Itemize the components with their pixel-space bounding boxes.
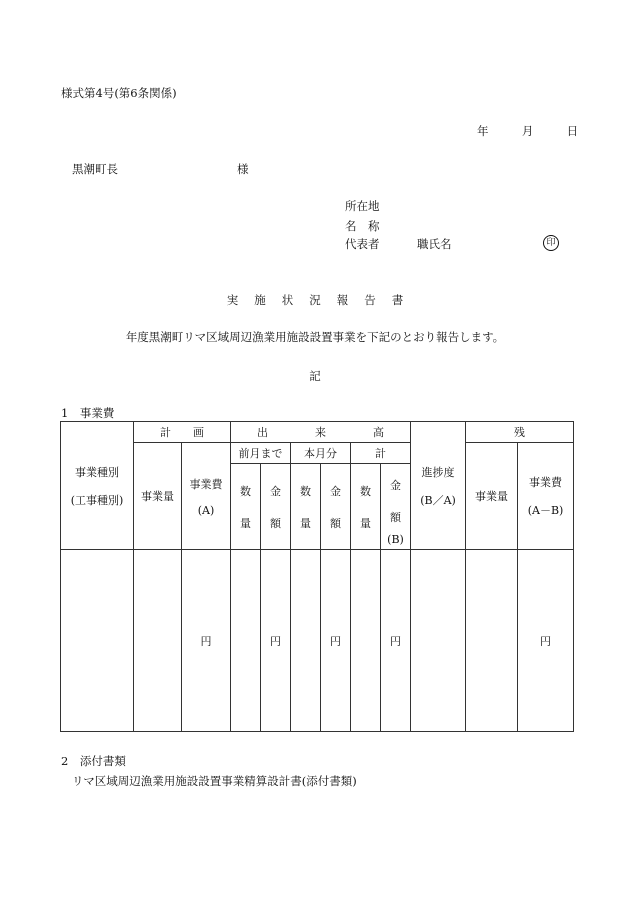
month-qty-cell	[291, 550, 321, 732]
remaining-header: 残	[466, 422, 574, 443]
cost-table	[60, 421, 574, 732]
kin-label: 金	[330, 484, 341, 498]
title-char: 実	[226, 293, 239, 307]
ryo-label: 量	[360, 516, 371, 530]
su-label: 数	[240, 484, 251, 498]
progress-label: 進捗度	[421, 465, 455, 479]
su-label: 数	[300, 484, 311, 498]
title-char: 状	[281, 293, 294, 307]
progress-cell	[411, 550, 466, 732]
plan-qty-cell	[134, 550, 182, 732]
remaining-cost-header	[518, 443, 574, 550]
date-month: 月	[521, 124, 534, 138]
plan-header: 計 画	[134, 422, 231, 443]
addressee: 黒潮町長	[72, 162, 118, 176]
result-header	[231, 422, 411, 443]
last-qty-cell	[231, 550, 261, 732]
ryo-label: 量	[240, 516, 251, 530]
total-amount-header	[381, 464, 411, 550]
remaining-cost-label: 事業費	[529, 476, 563, 490]
kin-label: 金	[270, 484, 281, 498]
intro-text: 年度黒潮町リマ区域周辺漁業用施設設置事業を下記のとおり報告します。	[125, 330, 505, 344]
b-label: (B)	[387, 533, 404, 547]
address-label: 所在地	[345, 199, 380, 213]
representative-title: 職氏名	[417, 237, 452, 251]
total-qty-header	[351, 464, 381, 550]
section-2-heading: 2 添付書類	[61, 754, 126, 768]
title-char: 施	[254, 293, 266, 307]
total-header: 計	[351, 443, 411, 464]
form-number: 様式第4号(第6条関係)	[61, 86, 177, 100]
result-char: 高	[373, 426, 385, 440]
to-last-month-header: 前月まで	[231, 443, 291, 464]
ki-label: 記	[309, 369, 321, 383]
document-title	[0, 292, 630, 308]
this-month-header: 本月分	[291, 443, 351, 464]
plan-qty-header: 事業量	[134, 443, 182, 550]
remaining-cost-cell: 円	[518, 550, 574, 732]
gaku-label: 額	[330, 516, 341, 530]
last-amount-cell: 円	[261, 550, 291, 732]
date-line	[477, 123, 578, 139]
last-amount-header	[261, 464, 291, 550]
col-type-header	[61, 422, 134, 550]
title-char: 告	[364, 293, 376, 307]
name-label: 名 称	[345, 219, 380, 233]
progress-header	[411, 422, 466, 550]
col-type-sub-label: (工事種別)	[70, 493, 124, 507]
col-type-label: 事業種別	[75, 465, 119, 479]
plan-cost-a-label: (A)	[197, 503, 215, 517]
gaku-label: 額	[270, 516, 281, 530]
progress-ratio-label: (B／A)	[420, 493, 456, 507]
section-1-heading: 1 事業費	[61, 406, 115, 420]
title-char: 報	[336, 293, 349, 307]
plan-cost-cell: 円	[182, 550, 231, 732]
total-amount-cell: 円	[381, 550, 411, 732]
date-day: 日	[566, 124, 579, 138]
remaining-qty-cell	[466, 550, 518, 732]
plan-cost-header	[182, 443, 231, 550]
ryo-label: 量	[300, 516, 311, 530]
title-char: 書	[391, 293, 404, 307]
title-char: 況	[309, 293, 321, 307]
su-label: 数	[360, 484, 371, 498]
gaku-label: 額	[390, 511, 402, 525]
result-char: 来	[315, 426, 327, 440]
total-qty-cell	[351, 550, 381, 732]
remaining-qty-header: 事業量	[466, 443, 518, 550]
last-qty-header	[231, 464, 261, 550]
seal-mark: 印	[543, 235, 559, 251]
month-amount-cell: 円	[321, 550, 351, 732]
addressee-suffix: 様	[237, 162, 249, 176]
type-cell	[61, 550, 134, 732]
kin-label: 金	[390, 479, 402, 493]
representative-label: 代表者	[345, 237, 380, 251]
date-year: 年	[477, 124, 489, 138]
plan-cost-label: 事業費	[189, 477, 223, 491]
month-qty-header	[291, 464, 321, 550]
result-char: 出	[257, 426, 269, 440]
month-amount-header	[321, 464, 351, 550]
attachment-text: リマ区域周辺漁業用施設設置事業精算設計書(添付書類)	[72, 774, 357, 788]
remaining-cost-ab-label: (A－B)	[527, 504, 564, 518]
